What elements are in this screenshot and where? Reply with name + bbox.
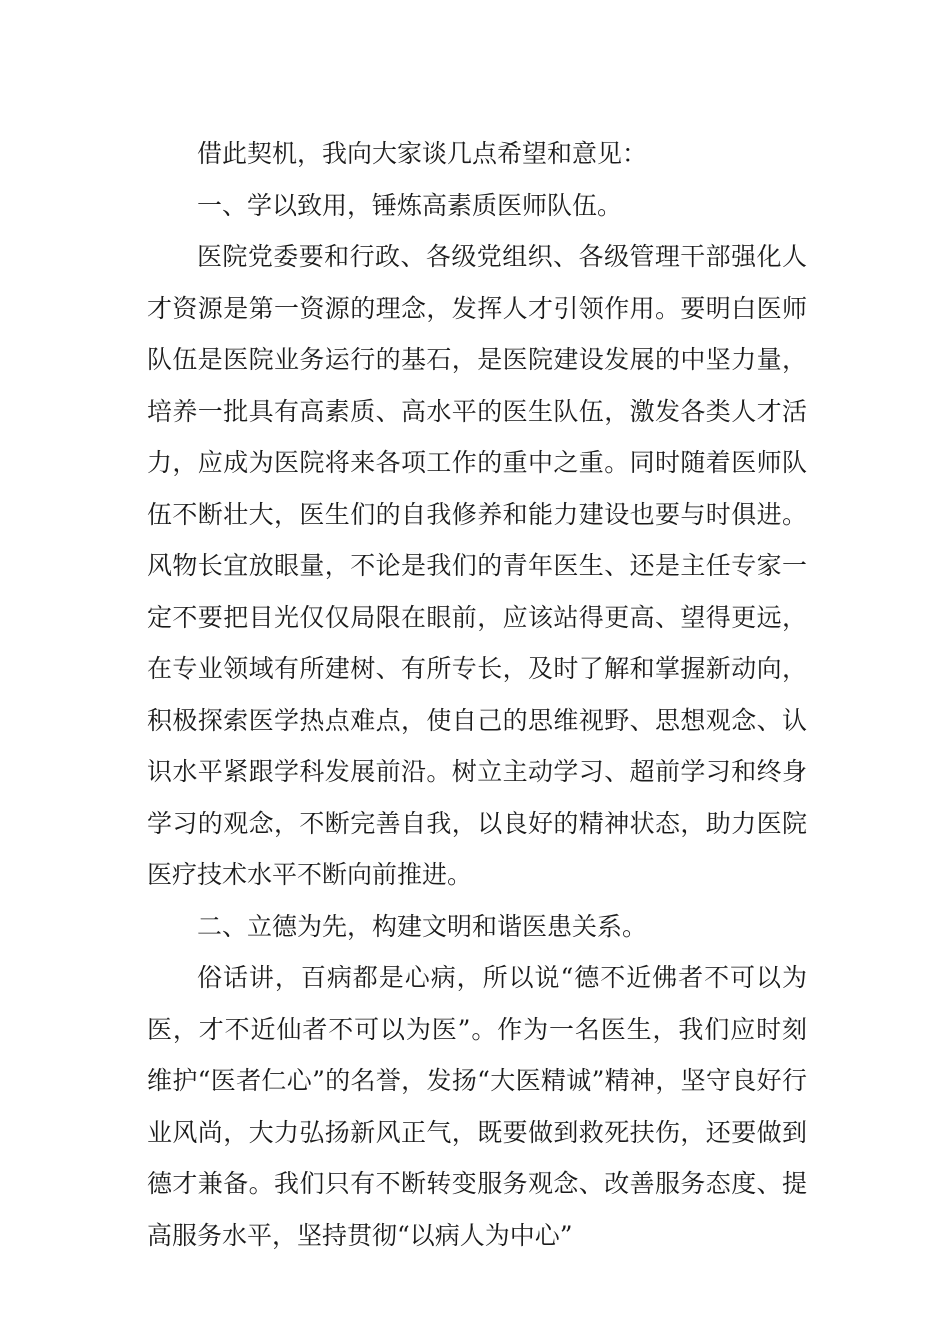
section-2-paragraph: 俗话讲，百病都是心病，所以说“德不近佛者不可以为医，才不近仙者不可以为医”。作为一名医生，我们应时刻维护“医者仁心”的名誉，发扬“大医精诚”精神，坚守良好行业风尚，大力弘扬新风正气，既要做到救死扶伤，还要做到德才兼备。我们只有不断转变服务观念、改善服务态度、提高服务水平，坚持贯彻“以病人为中心”: [147, 963, 807, 1250]
section-heading-1: 一、学以致用，锤炼高素质医师队伍。: [197, 190, 623, 220]
section-1-paragraph: 医院党委要和行政、各级党组织、各级管理干部强化人才资源是第一资源的理念，发挥人才引领作用。要明白医师队伍是医院业务运行的基石，是医院建设发展的中坚力量，培养一批具有高素质、高水平的医生队伍，激发各类人才活力，应成为医院将来各项工作的重中之重。同时随着医师队伍不断壮大，医生们的自我修养和能力建设也要与时俱进。风物长宜放眼量，不论是我们的青年医生、还是主任专家一定不要把目光仅仅局限在眼前，应该站得更高、望得更远，在专业领域有所建树、有所专长，及时了解和掌握新动向，积极探索医学热点难点，使自己的思维视野、思想观念、认识水平紧跟学科发展前沿。树立主动学习、超前学习和终身学习的观念，不断完善自我，以良好的精神状态，助力医院医疗技术水平不断向前推进。: [147, 242, 807, 889]
document-body: [147, 128, 807, 1261]
intro-paragraph: 借此契机，我向大家谈几点希望和意见：: [197, 139, 648, 168]
section-heading-2: 二、立德为先，构建文明和谐医患关系。: [197, 911, 648, 941]
